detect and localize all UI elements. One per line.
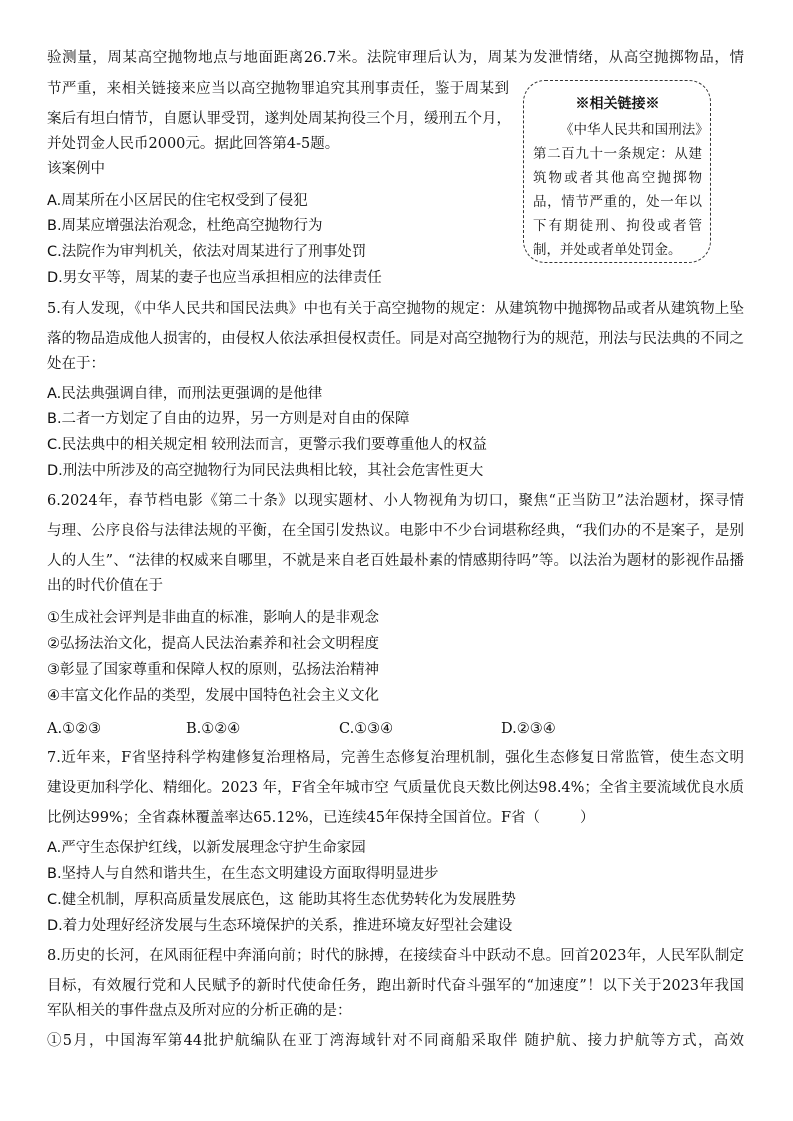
question-5-stem: 处在于： bbox=[47, 356, 105, 372]
related-link-body: 《中华人民共和国刑法》第二百九十一条规定：从建筑物或者其他高空抛掷物品，情节严重的，处一年以下有期徒刑、拘役或者管制，并处或者单处罚金。 bbox=[533, 122, 702, 258]
question-7-text: 比例达99%；全省森林覆盖率达65.12%，已连续45年保持全国首位。F省（ bbox=[47, 810, 541, 826]
question-6-stem: 人的人生”、“法律的权威来自哪里，不就是来自老百姓最朴素的情感期待吗”等。以法治为题材的影视作品播 bbox=[47, 553, 744, 569]
statement-1: ①生成社会评判是非曲直的标准，影响人的是非观念 bbox=[47, 610, 379, 626]
text-line: 节严重，来相关链接来应当以高空抛物罪追究其刑事责任，鉴于周某到 bbox=[47, 81, 509, 97]
statement-2: ②弘扬法治文化，提高人民法治素养和社会文明程度 bbox=[47, 636, 379, 652]
option-a: A.民法典强调自律，而刑法更强调的是他律 bbox=[47, 386, 323, 402]
related-link-box bbox=[523, 80, 711, 263]
option-b: B.①②④ bbox=[186, 721, 241, 737]
option-c: C.①③④ bbox=[339, 721, 394, 737]
related-link-title: ※相关链接※ bbox=[575, 96, 660, 112]
question-6-stem: 与理、公序良俗与法律法规的平衡，在全国引发热议。电影中不少台词堪称经典，“我们办的不是案子，是别 bbox=[47, 523, 744, 539]
option-c: C.健全机制，厚积高质量发展底色，这 能助其将生态优势转化为发展胜势 bbox=[47, 892, 516, 908]
question-7-stem bbox=[47, 808, 595, 828]
text-line: 并处罚金人民币2000元。据此回答第4-5题。 bbox=[47, 136, 340, 152]
option-b: B.周某应增强法治观念，杜绝高空抛物行为 bbox=[47, 218, 323, 234]
option-c: C.法院作为审判机关，依法对周某进行了刑事处罚 bbox=[47, 244, 367, 260]
statement-1: ①5月，中国海军第44批护航编队在亚丁湾海域针对不同商船采取伴 随护航、接力护航等方式，高效 bbox=[47, 1033, 744, 1049]
question-7-stem: 建设更加科学化、精细化。2023 年，F省全年城市空 气质量优良天数比例达98.4%；全省主要流域优良水质 bbox=[47, 780, 744, 796]
text-line: 验测量，周某高空抛物地点与地面距离26.7米。法院审理后认为，周某为发泄情绪，从高空抛掷物品，情 bbox=[47, 50, 744, 66]
option-a: A.周某所在小区居民的住宅权受到了侵犯 bbox=[47, 193, 308, 209]
question-8-stem: 军队相关的事件盘点及所对应的分析正确的是： bbox=[47, 1003, 352, 1019]
question-5-stem: 落的物品造成他人损害的，由侵权人依法承担侵权责任。同是对高空抛物行为的规范，刑法与民法典的不同之 bbox=[47, 331, 744, 347]
question-6-stem: 6.2024年，春节档电影《第二十条》以现实题材、小人物视角为切口，聚焦“正当防卫”法治题材，探寻情 bbox=[47, 493, 744, 509]
option-a: A.①②③ bbox=[47, 721, 102, 737]
question-7-paren: ） bbox=[580, 810, 595, 826]
question-5-stem: 5.有人发现，《中华人民共和国民法典》中也有关于高空抛物的规定：从建筑物中抛掷物品或者从建筑物上坠 bbox=[47, 301, 744, 317]
option-a: A.严守生态保护红线，以新发展理念守护生命家园 bbox=[47, 840, 366, 856]
question-8-stem: 8.历史的长河，在风雨征程中奔涌向前；时代的脉搏，在接续奋斗中跃动不息。回首2023年，人民军队制定 bbox=[47, 948, 744, 964]
option-b: B.二者一方划定了自由的边界，另一方则是对自由的保障 bbox=[47, 411, 410, 427]
question-8-stem: 目标，有效履行党和人民赋予的新时代使命任务，跑出新时代奋斗强军的“加速度”！以下关于2023年我国 bbox=[47, 978, 744, 994]
option-b: B.坚持人与自然和谐共生，在生态文明建设方面取得明显进步 bbox=[47, 866, 439, 882]
option-d: D.着力处理好经济发展与生态环境保护的关系，推进环境友好型社会建设 bbox=[47, 918, 513, 934]
option-d: D.刑法中所涉及的高空抛物行为同民法典相比较，其社会危害性更大 bbox=[47, 463, 484, 479]
statement-3: ③彰显了国家尊重和保障人权的原则，弘扬法治精神 bbox=[47, 662, 379, 678]
option-c: C.民法典中的相关规定相 较刑法而言，更警示我们要尊重他人的权益 bbox=[47, 437, 487, 453]
option-d: D.男女平等，周某的妻子也应当承担相应的法律责任 bbox=[47, 270, 382, 286]
statement-4: ④丰富文化作品的类型，发展中国特色社会主义文化 bbox=[47, 688, 379, 704]
question-7-stem: 7.近年来，F省坚持科学构建修复治理格局，完善生态修复治理机制，强化生态修复日常监管，使生态文明 bbox=[47, 750, 744, 766]
text-line: 案后有坦白情节，自愿认罪受罚，遂判处周某拘役三个月，缓刑五个月， bbox=[47, 111, 511, 127]
option-d: D.②③④ bbox=[501, 721, 556, 737]
question-6-stem: 出的时代价值在于 bbox=[47, 578, 163, 594]
question-stem: 该案例中 bbox=[47, 161, 105, 177]
